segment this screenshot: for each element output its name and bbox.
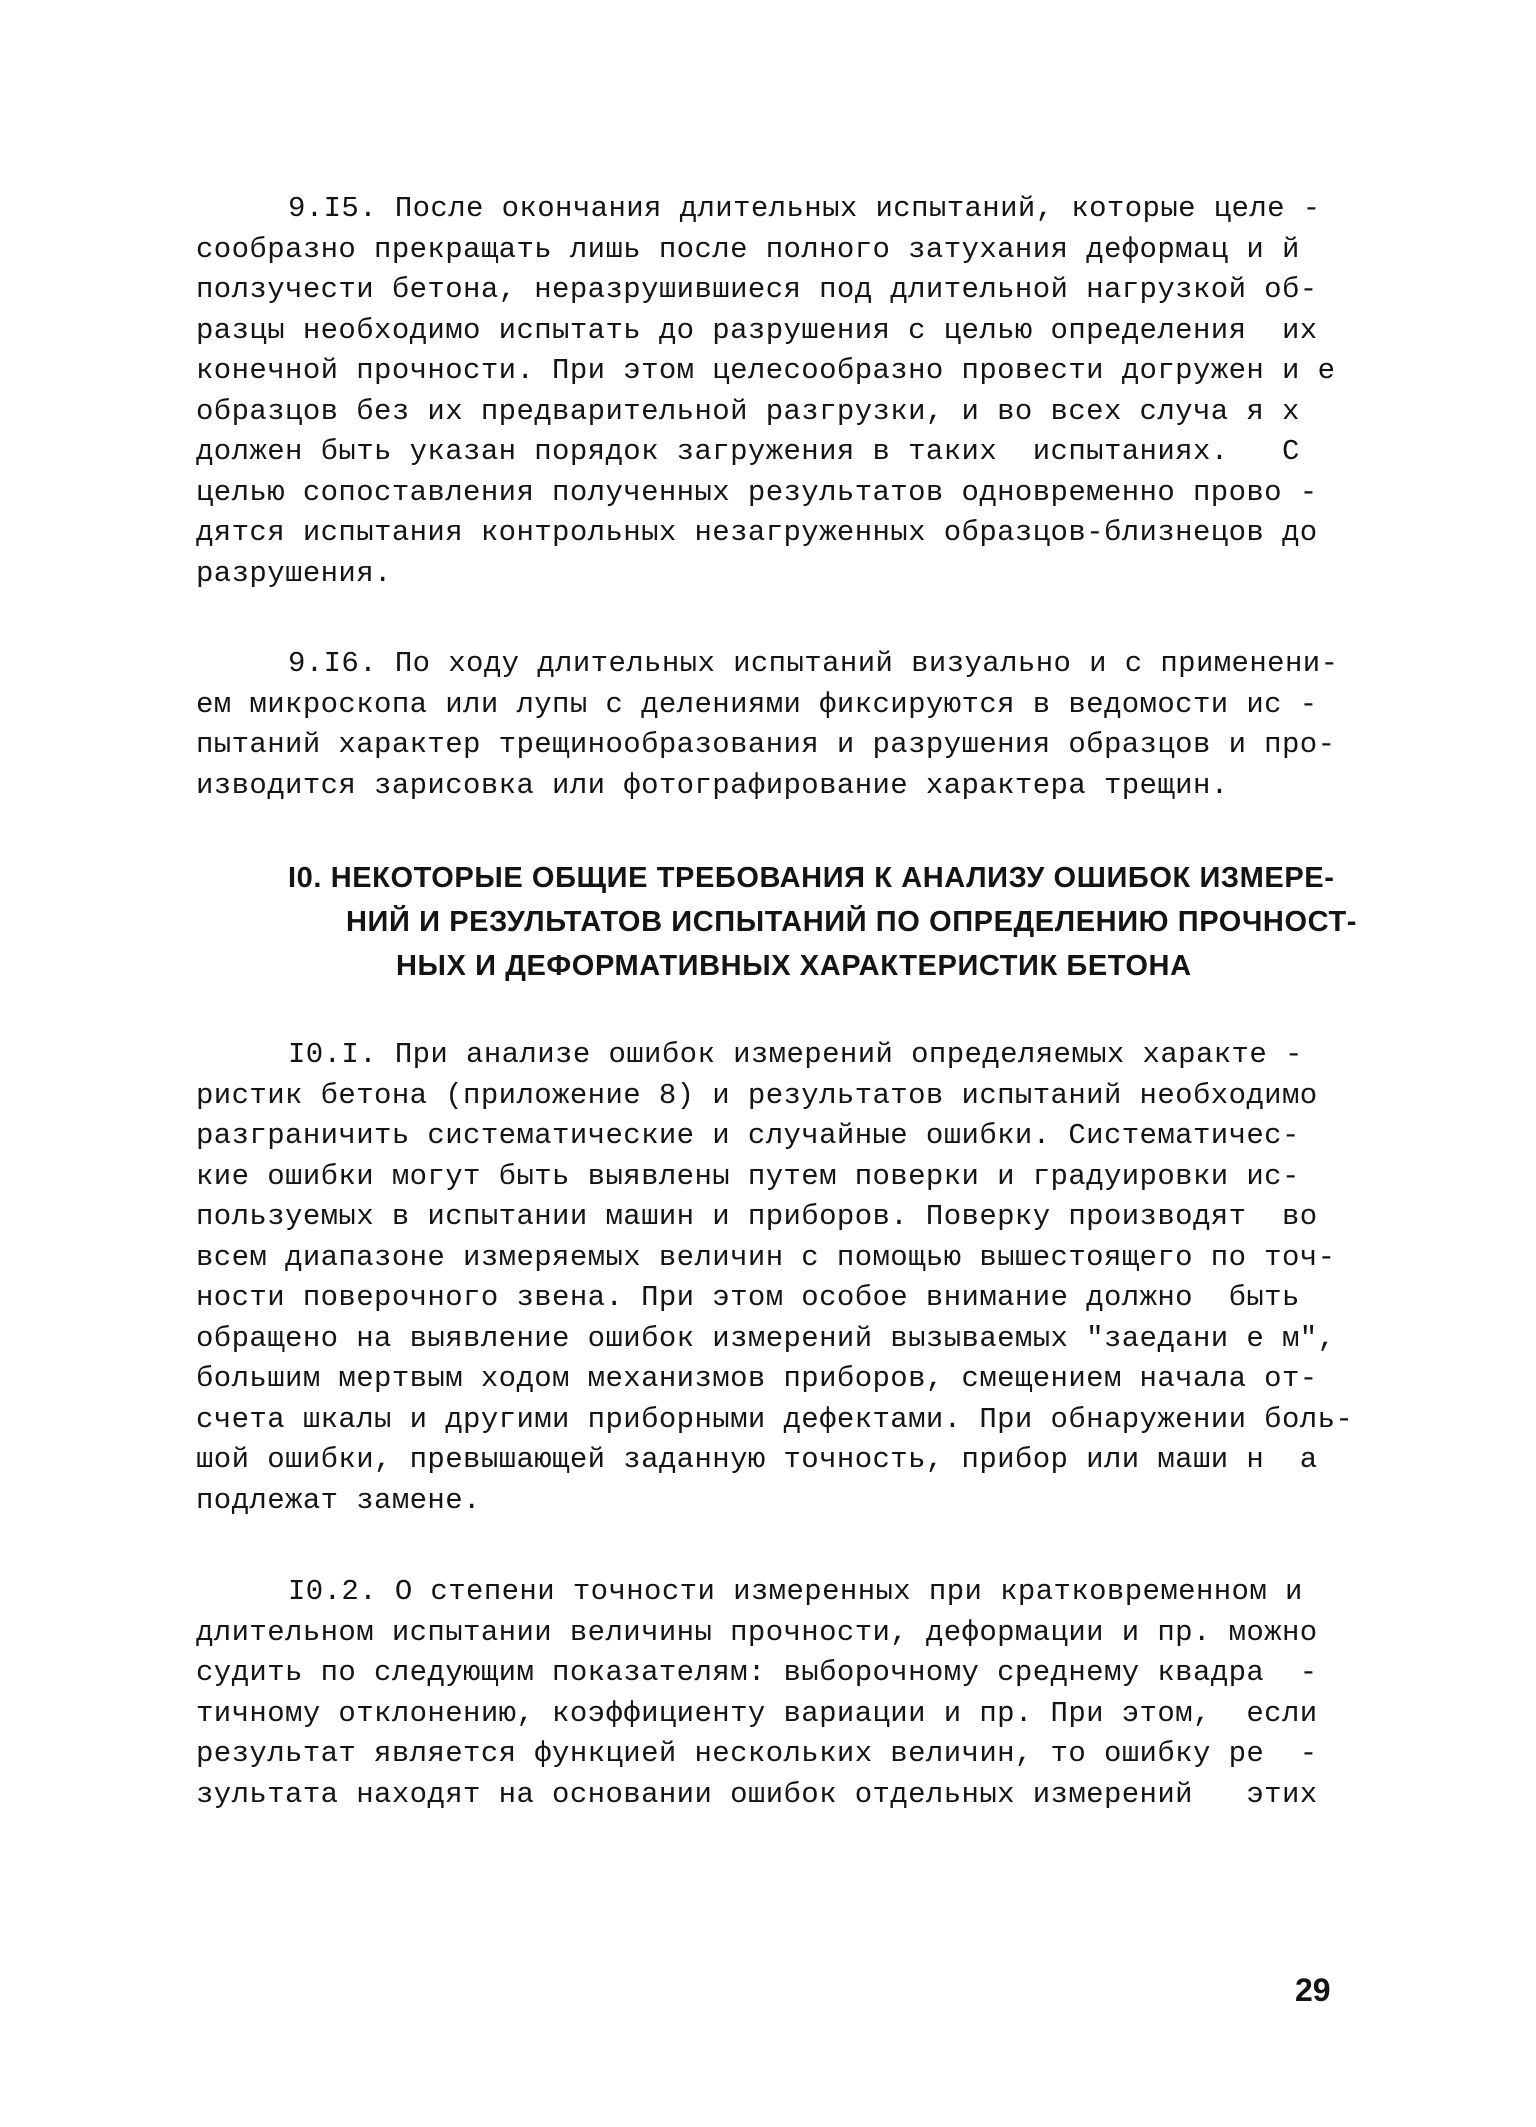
text-line: изводится зарисовка или фотографирование характера трещин. [196,768,1229,802]
paragraph-9-15 [196,189,1346,594]
text-line: 9.I6. По ходу длительных испытаний визуально и с применени- [288,647,1339,680]
paragraph-9-16 [196,644,1346,806]
text-line: зультата находят на основании ошибок отдельных измерений этих [196,1777,1318,1811]
text-line: разграничить систематические и случайные ошибки. Систематичес- [196,1119,1300,1152]
page-number: 29 [1295,1972,1331,2008]
text-line: всем диапазоне измеряемых величин с помощью вышестоящего по точ- [196,1240,1336,1274]
text-line: большим мертвым ходом механизмов приборов, смещением начала от- [196,1362,1318,1395]
text-line: длительном испытании величины прочности, деформации и пр. можно [196,1615,1318,1649]
text-line: ности поверочного звена. При этом особое внимание должно быть [196,1281,1300,1314]
text-line: ем микроскопа или лупы с делениями фиксируются в ведомости ис - [196,687,1318,721]
text-line: пользуемых в испытании машин и приборов. Поверку производят во [196,1200,1318,1233]
text-line: разцы необходимо испытать до разрушения с целью определения их [196,313,1318,347]
text-line: счета шкалы и другими приборными дефектами. При обнаружении боль- [196,1402,1354,1436]
text-line: дятся испытания контрольных незагруженных образцов-близнецов до [196,516,1318,549]
paragraph-10-2 [196,1572,1346,1815]
text-line: ползучести бетона, неразрушившиеся под длительной нагрузкой об- [196,273,1318,306]
text-line: должен быть указан порядок загружения в таких испытаниях. С [196,435,1300,468]
text-line: кие ошибки могут быть выявлены путем поверки и градуировки ис- [196,1159,1300,1193]
heading-line: I0. НЕКОТОРЫЕ ОБЩИЕ ТРЕБОВАНИЯ К АНАЛИЗУ ОШИБОК ИЗМЕРЕ- [288,862,1335,894]
text-line: конечной прочности. При этом целесообразно провести догружен и е [196,354,1336,387]
text-line: I0.I. При анализе ошибок измерений определяемых характе - [288,1038,1303,1071]
section-heading [196,856,1358,988]
text-line: сообразно прекращать лишь после полного затухания деформац и й [196,232,1300,266]
heading-line: НИЙ И РЕЗУЛЬТАТОВ ИСПЫТАНИЙ ПО ОПРЕДЕЛЕНИЮ ПРОЧНОСТ- [346,906,1358,938]
text-line: обращено на выявление ошибок измерений вызываемых "заедани е м", [196,1321,1336,1355]
text-line: разрушения. [196,556,392,590]
text-line: судить по следующим показателям: выборочному среднему квадра - [196,1656,1318,1689]
text-line: подлежат замене. [196,1483,481,1517]
text-line: 9.I5. После окончания длительных испытаний, которые целе - [288,192,1321,225]
paragraph-10-1 [196,1035,1354,1521]
text-line: ристик бетона (приложение 8) и результатов испытаний необходимо [196,1078,1318,1112]
text-line: тичному отклонению, коэффициенту вариации и пр. При этом, если [196,1696,1318,1730]
text-line: результат является функцией нескольких величин, то ошибку ре - [196,1737,1318,1770]
text-line: шой ошибки, превышающей заданную точность, прибор или маши н а [196,1443,1318,1476]
text-line: образцов без их предварительной разгрузки, и во всех случа я х [196,394,1300,428]
heading-line: НЫХ И ДЕФОРМАТИВНЫХ ХАРАКТЕРИСТИК БЕТОНА [396,950,1192,982]
text-line: I0.2. О степени точности измеренных при кратковременном и [288,1575,1303,1608]
text-line: пытаний характер трещинообразования и разрушения образцов и про- [196,728,1336,761]
text-line: целью сопоставления полученных результатов одновременно прово - [196,475,1318,509]
